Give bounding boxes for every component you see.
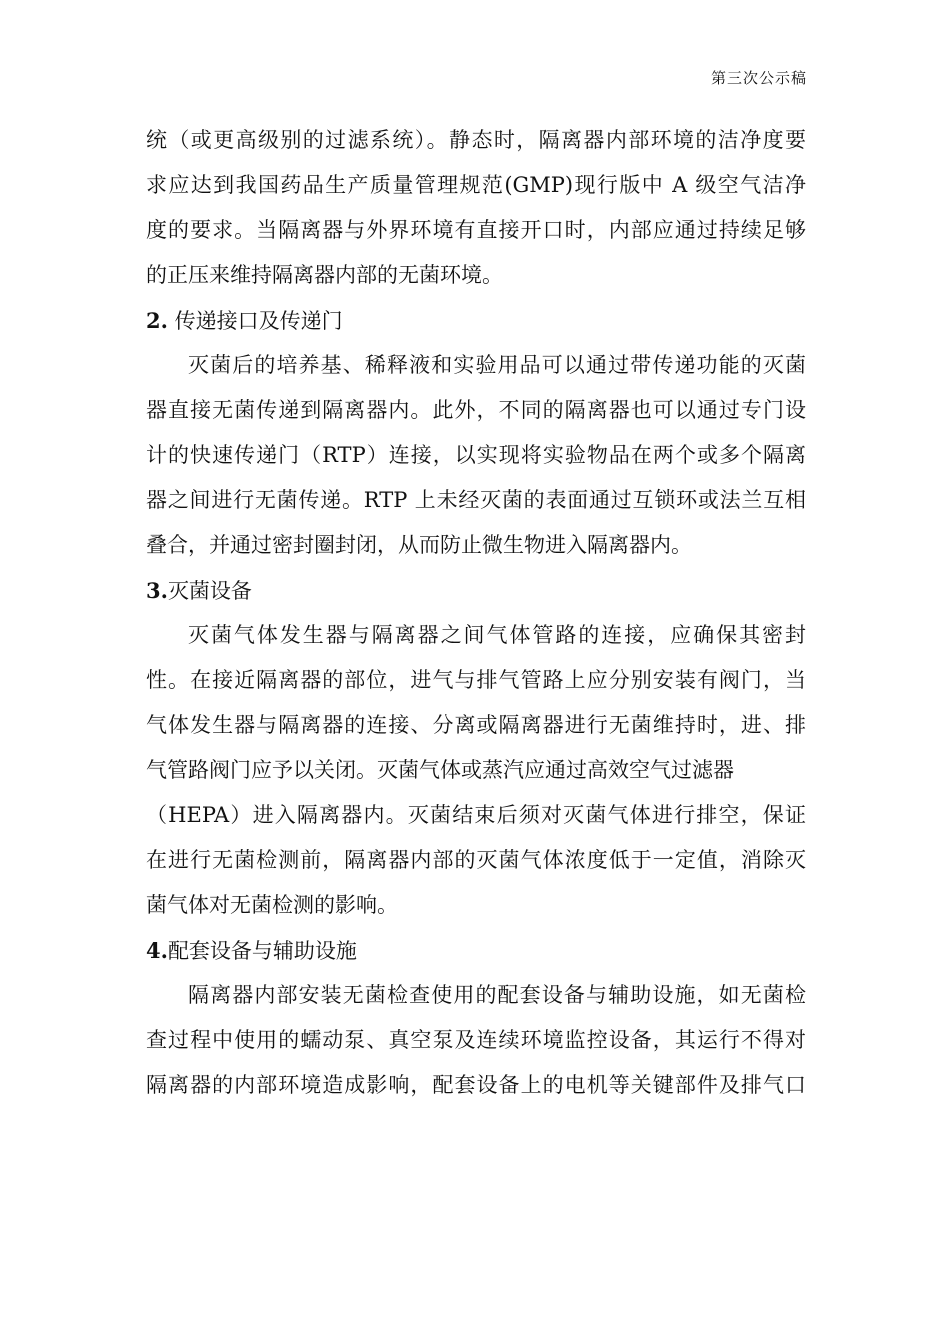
text-line: 在进行无菌检测前，隔离器内部的灭菌气体浓度低于一定值，消除灭	[146, 848, 806, 872]
text-line: 度的要求。当隔离器与外界环境有直接开口时，内部应通过持续足够	[146, 218, 806, 242]
section-title: 灭菌设备	[167, 579, 252, 603]
text-line: 性。在接近隔离器的部位，进气与排气管路上应分别安装有阀门，当	[146, 668, 806, 692]
text-line: 叠合，并通过密封圈封闭，从而防止微生物进入隔离器内。	[146, 533, 692, 557]
text-line: 器直接无菌传递到隔离器内。此外，不同的隔离器也可以通过专门设	[146, 398, 806, 422]
text-line: 气管路阀门应予以关闭。灭菌气体或蒸汽应通过高效空气过滤器	[146, 758, 734, 782]
text-line: 气体发生器与隔离器的连接、分离或隔离器进行无菌维持时，进、排	[146, 713, 806, 737]
text-line: 的正压来维持隔离器内部的无菌环境。	[146, 263, 503, 287]
paragraph-transfer	[146, 343, 806, 568]
section-heading-sterilization	[146, 568, 806, 613]
section-heading-auxiliary	[146, 928, 806, 973]
section-number: 2.	[146, 308, 168, 333]
text-line: 灭菌后的培养基、稀释液和实验用品可以通过带传递功能的灭菌	[188, 353, 806, 377]
paragraph-auxiliary	[146, 973, 806, 1108]
paragraph-sterilization	[146, 613, 806, 928]
section-number: 4.	[146, 938, 168, 963]
text-line: 灭菌气体发生器与隔离器之间气体管路的连接，应确保其密封	[188, 623, 806, 647]
text-line: 查过程中使用的蠕动泵、真空泵及连续环境监控设备，其运行不得对	[146, 1028, 806, 1052]
document-body	[146, 118, 806, 1108]
text-line: （HEPA）进入隔离器内。灭菌结束后须对灭菌气体进行排空，保证	[146, 803, 806, 827]
text-line: 统（或更高级别的过滤系统）。静态时，隔离器内部环境的洁净度要	[146, 128, 806, 152]
text-line: 器之间进行无菌传递。RTP 上未经灭菌的表面通过互锁环或法兰互相	[146, 488, 806, 512]
draft-label: 第三次公示稿	[710, 69, 807, 87]
text-line: 隔离器内部安装无菌检查使用的配套设备与辅助设施，如无菌检	[188, 983, 806, 1007]
text-line: 计的快速传递门（RTP）连接，以实现将实验物品在两个或多个隔离	[146, 443, 806, 467]
text-line: 求应达到我国药品生产质量管理规范(GMP)现行版中 A 级空气洁净	[146, 173, 806, 197]
paragraph-filtration	[146, 118, 806, 298]
section-number: 3.	[146, 578, 168, 603]
text-line: 菌气体对无菌检测的影响。	[146, 893, 398, 917]
text-line: 隔离器的内部环境造成影响，配套设备上的电机等关键部件及排气口	[146, 1073, 806, 1097]
section-title: 传递接口及传递门	[167, 309, 343, 333]
section-title: 配套设备与辅助设施	[167, 939, 357, 963]
section-heading-transfer	[146, 298, 806, 343]
